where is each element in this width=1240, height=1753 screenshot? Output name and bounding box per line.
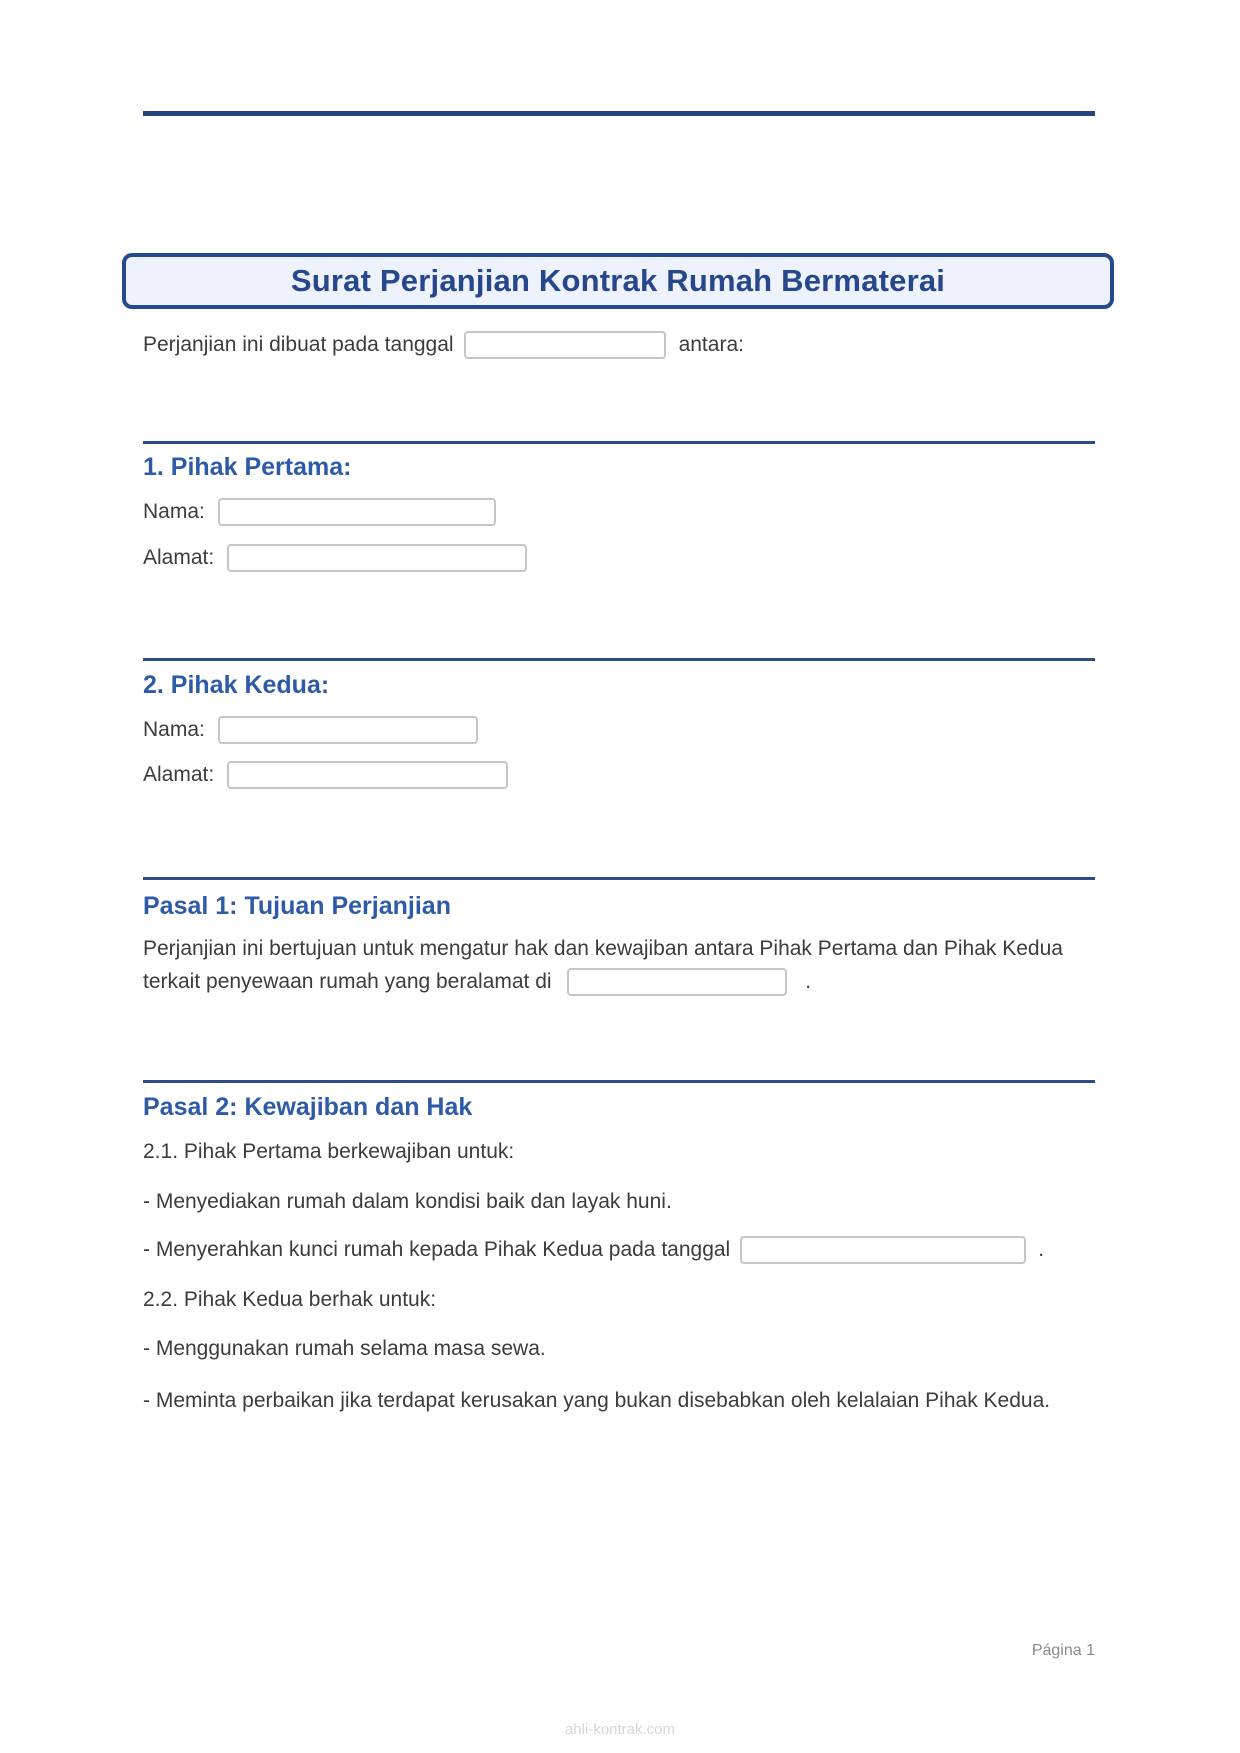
party-first-nama-row <box>143 498 1095 526</box>
party-second-heading: 2. Pihak Kedua: <box>143 671 330 699</box>
bullet-2-text-before: - Menyerahkan kunci rumah kepada Pihak Kedua pada tanggal <box>143 1238 731 1261</box>
section-divider <box>143 658 1095 661</box>
key-handover-date-input[interactable] <box>740 1236 1026 1264</box>
property-address-input[interactable] <box>567 968 787 996</box>
pasal1-text-after: . <box>805 970 812 993</box>
intro-line <box>143 331 1095 359</box>
document-content <box>143 111 1095 1416</box>
pasal1-paragraph <box>143 932 1095 998</box>
intro-text-before: Perjanjian ini dibuat pada tanggal <box>143 333 454 356</box>
agreement-date-input[interactable] <box>464 331 666 359</box>
pasal2-bullet-3: - Menggunakan rumah selama masa sewa. <box>143 1337 546 1360</box>
party-second-nama-input[interactable] <box>218 716 478 744</box>
title-box <box>122 253 1114 309</box>
party-second-alamat-row <box>143 761 1095 789</box>
top-rule <box>143 111 1095 116</box>
pasal1-heading: Pasal 1: Tujuan Perjanjian <box>143 892 451 920</box>
nama-label: Nama: <box>143 500 205 523</box>
pasal2-item-21: 2.1. Pihak Pertama berkewajiban untuk: <box>143 1140 515 1163</box>
pasal2-heading: Pasal 2: Kewajiban dan Hak <box>143 1093 473 1121</box>
alamat-label: Alamat: <box>143 763 215 786</box>
pasal1-text-before: Perjanjian ini bertujuan untuk mengatur hak dan kewajiban antara Pihak Pertama dan Pihak Kedua terkait penyewaan rumah yang beralamat di <box>143 937 1063 993</box>
pasal2-item-22: 2.2. Pihak Kedua berhak untuk: <box>143 1288 437 1311</box>
alamat-label: Alamat: <box>143 546 215 569</box>
nama-label: Nama: <box>143 718 205 741</box>
party-second-alamat-input[interactable] <box>227 761 508 789</box>
section-divider <box>143 1080 1095 1083</box>
pasal2-bullet-1: - Menyediakan rumah dalam kondisi baik dan layak huni. <box>143 1190 672 1213</box>
party-first-alamat-row <box>143 544 1095 572</box>
section-divider <box>143 441 1095 444</box>
site-watermark: ahli-kontrak.com <box>564 1721 676 1738</box>
section-divider <box>143 877 1095 880</box>
bullet-2-text-after: . <box>1038 1238 1045 1261</box>
page-title: Surat Perjanjian Kontrak Rumah Bermaterai <box>290 263 946 298</box>
party-second-nama-row <box>143 716 1095 744</box>
party-first-nama-input[interactable] <box>218 498 496 526</box>
pasal2-bullet-4: - Meminta perbaikan jika terdapat kerusakan yang bukan disebabkan oleh kelalaian Pihak Kedua. <box>143 1389 1051 1412</box>
party-first-alamat-input[interactable] <box>227 544 527 572</box>
page-number: Página 1 <box>1031 1642 1095 1659</box>
pasal2-bullet-2 <box>143 1236 1095 1264</box>
intro-text-after: antara: <box>678 333 744 356</box>
party-first-heading: 1. Pihak Pertama: <box>143 453 352 481</box>
